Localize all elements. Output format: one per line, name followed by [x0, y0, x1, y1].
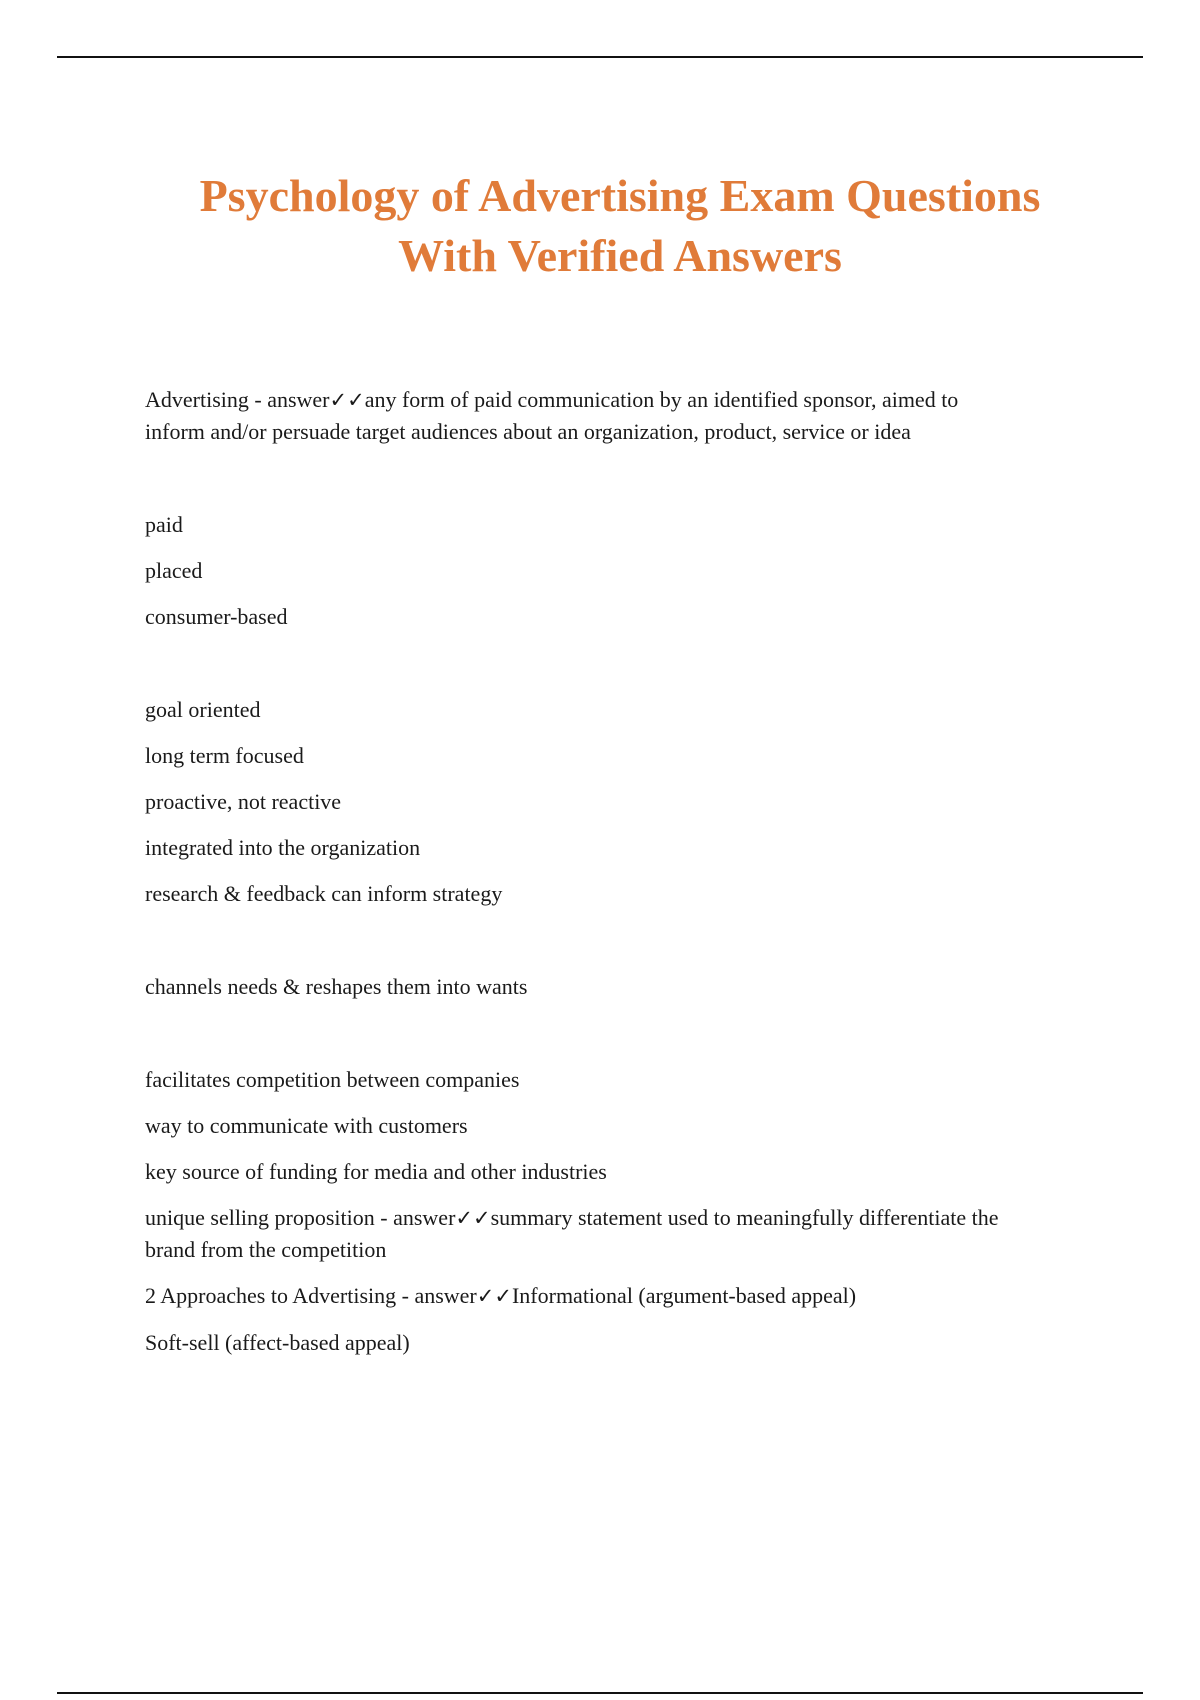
- list-item: proactive, not reactive: [145, 789, 342, 814]
- list-item: key source of funding for media and other industries: [145, 1159, 607, 1184]
- definition-approaches-answer: Informational (argument-based appeal): [511, 1283, 857, 1308]
- document-body: [145, 384, 1095, 1373]
- list-item: long term focused: [145, 743, 304, 768]
- checkmark-icon: ✓✓: [476, 1284, 512, 1308]
- definition-usp-answer: summary statement used to meaningfully differentiate the: [490, 1205, 999, 1230]
- definition-usp-line-2: brand from the competition: [145, 1237, 387, 1262]
- definition-advertising-term: Advertising - answer: [145, 387, 330, 412]
- list-item: paid: [145, 512, 183, 537]
- list-item: goal oriented: [145, 697, 261, 722]
- definition-approaches-term: 2 Approaches to Advertising - answer: [145, 1283, 477, 1308]
- definition-advertising-answer: any form of paid communication by an identified sponsor, aimed to: [364, 387, 959, 412]
- list-item: integrated into the organization: [145, 835, 421, 860]
- title-line-2: With Verified Answers: [398, 230, 842, 281]
- bottom-rule: [57, 1692, 1143, 1694]
- document-title: [0, 166, 1200, 286]
- spacer: [145, 924, 1095, 971]
- definition-approaches: [145, 1280, 1095, 1312]
- top-rule: [57, 56, 1143, 58]
- spacer: [145, 447, 1095, 509]
- spacer: [145, 647, 1095, 694]
- list-group-2: [145, 694, 1095, 909]
- checkmark-icon: ✓✓: [329, 388, 365, 412]
- list-item: placed: [145, 558, 203, 583]
- definition-advertising-line-1: [145, 384, 1095, 416]
- title-line-1: Psychology of Advertising Exam Questions: [199, 170, 1041, 221]
- list-item: channels needs & reshapes them into wants: [145, 974, 528, 999]
- list-item: way to communicate with customers: [145, 1113, 468, 1138]
- definition-usp-term: unique selling proposition - answer: [145, 1205, 456, 1230]
- definition-usp: [145, 1202, 1095, 1265]
- checkmark-icon: ✓✓: [455, 1206, 491, 1230]
- list-item: consumer-based: [145, 604, 288, 629]
- list-group-3: [145, 971, 1095, 1002]
- definition-usp-line-1: [145, 1202, 1095, 1234]
- list-item: Soft-sell (affect-based appeal): [145, 1330, 410, 1355]
- list-item: research & feedback can inform strategy: [145, 881, 503, 906]
- list-group-4: [145, 1064, 1095, 1187]
- definition-advertising-line-2: inform and/or persuade target audiences about an organization, product, service or idea: [145, 419, 911, 444]
- list-group-1: [145, 509, 1095, 632]
- definition-approaches-line-1: [145, 1280, 1095, 1312]
- definition-advertising: [145, 384, 1095, 447]
- spacer: [145, 1017, 1095, 1064]
- list-item: facilitates competition between companies: [145, 1067, 520, 1092]
